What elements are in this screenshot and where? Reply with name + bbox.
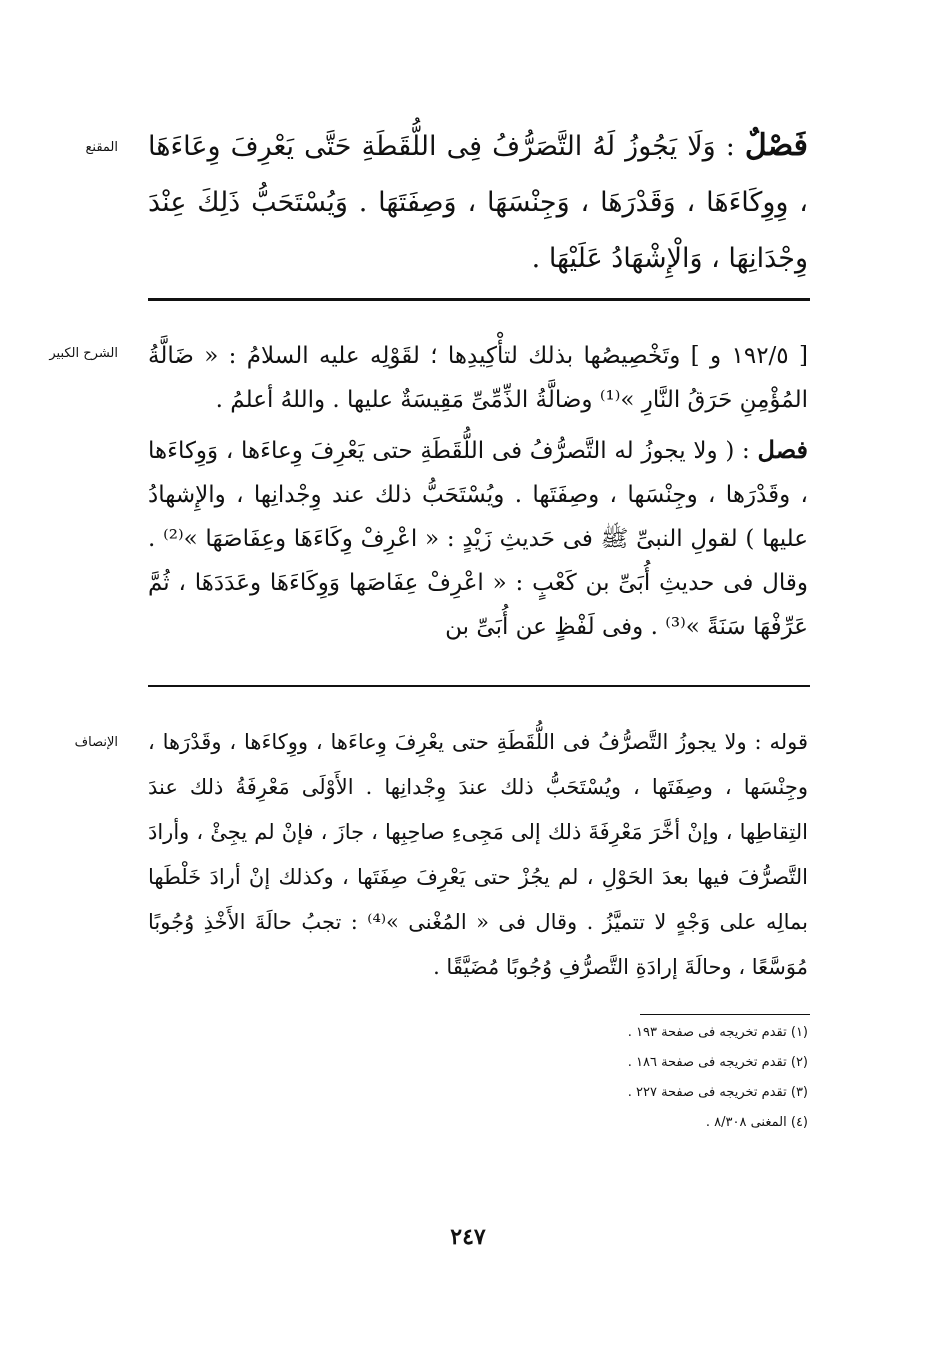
footnotes (440, 1018, 808, 1138)
footnote-4: (٤) المغنى ٨/٣٠٨ . (705, 1115, 808, 1130)
source-label-sharh: الشرح الكبير (49, 346, 118, 361)
sharh-lead: فصل (757, 435, 808, 464)
muqni-section (148, 118, 808, 287)
sharh-text: : ( ولا يجوزُ له التَّصرُّفُ فى اللُّقَطَةِ حتى يَعْرِفَ وِعاءَها ، وَوِكاءَها ، وقَدْرَها ، وجِنْسَها ، وصِفَتَها . ويُسْتَحَبُّ ذلك عند وِجْدانِها ، والإِشهادُ عليها ) لقولِ النبىِّ ﷺ فى حَديثِ زَيْدٍ : « اعْرِفْ وِكَاءَهَا وعِفَاصَهَا »⁽²⁾ . وقال فى حديثِ أُبَىِّ بن كَعْبٍ : « اعْرِفْ عِفَاصَها وَوِكَاءَهَا وعَدَدَهَا ، ثُمَّ عَرِّفْهَا سَنَةً »⁽³⁾ . وفى لَفْظٍ عن أُبَىِّ بن (148, 438, 808, 640)
page-number: ٢٤٧ (450, 1224, 486, 1250)
footnote-2: (٢) تقدم تخريجه فى صفحة ١٨٦ . (627, 1055, 808, 1070)
sharh-paragraph-1: [ ١٩٢/٥ و ] وتَخْصِيصُها بذلك لتأْكِيدِها ؛ لقَوْلِه عليه السلامُ : « ضَالَّةُ المُؤْمِنِ حَرَقُ النَّارِ »⁽¹⁾ وضالَّةُ الذِّمِّىِّ مَقِيسَةٌ عليها . واللهُ أعلمُ . (148, 343, 808, 413)
muqni-lead: فَصْلٌ (744, 128, 808, 163)
section-divider-top (148, 298, 810, 301)
sharh-paragraph-2 (148, 428, 808, 649)
muqni-paragraph (148, 118, 808, 287)
insaf-section (148, 720, 808, 990)
footnote-3: (٣) تقدم تخريجه فى صفحة ٢٢٧ . (627, 1085, 808, 1100)
source-label-insaf: الإنصاف (74, 735, 118, 750)
muqni-text: : وَلَا يَجُوزُ لَهُ التَّصَرُّفُ فِى اللُّقَطَةِ حَتَّى يَعْرِفَ وِعَاءَهَا ، وِوِكَاءَهَا ، وَقَدْرَهَا ، وَجِنْسَهَا ، وَصِفَتَهَا . وَيُسْتَحَبُّ ذَلِكَ عِنْدَ وِجْدَانِهَا ، وَالْإِشْهَادُ عَلَيْهَا . (148, 131, 808, 274)
insaf-paragraph: قوله : ولا يجوزُ التَّصرُّفُ فى اللُّقَطَةِ حتى يعْرِفَ وِعاءَها ، ووِكاءَها ، وقَدْرَها ، وجِنْسَها ، وصِفَتَها ، ويُسْتَحَبُّ ذلك عندَ وِجْدانِها . الأَوْلَى مَعْرِفَةُ ذلك عندَ التِقاطِها ، وإنْ أخَّرَ مَعْرِفَةَ ذلك إلى مَجِىءِ صاحِبِها ، جازَ ، فإنْ لم يجِئْ ، وأرادَ التَّصرُّفَ فيها بعدَ الحَوْلِ ، لم يجُزْ حتى يَعْرِفَ صِفَتَها ، وكذلك إنْ أرادَ خَلْطَها بمالِه على وَجْهٍ لا تتميَّزُ . وقال فى « المُغْنى »⁽⁴⁾ : تجبُ حالَةَ الأَخْذِ وُجُوبًا مُوَسَّعًا ، وحالَةَ إرادَةِ التَّصرُّفِ وُجُوبًا مُضَيَّقًا . (148, 730, 809, 979)
sharh-section (148, 334, 808, 649)
source-label-muqni: المقنع (85, 140, 118, 155)
footnote-divider (640, 1014, 810, 1015)
footnote-1: (١) تقدم تخريجه فى صفحة ١٩٣ . (627, 1025, 808, 1040)
section-divider-middle (148, 685, 810, 687)
